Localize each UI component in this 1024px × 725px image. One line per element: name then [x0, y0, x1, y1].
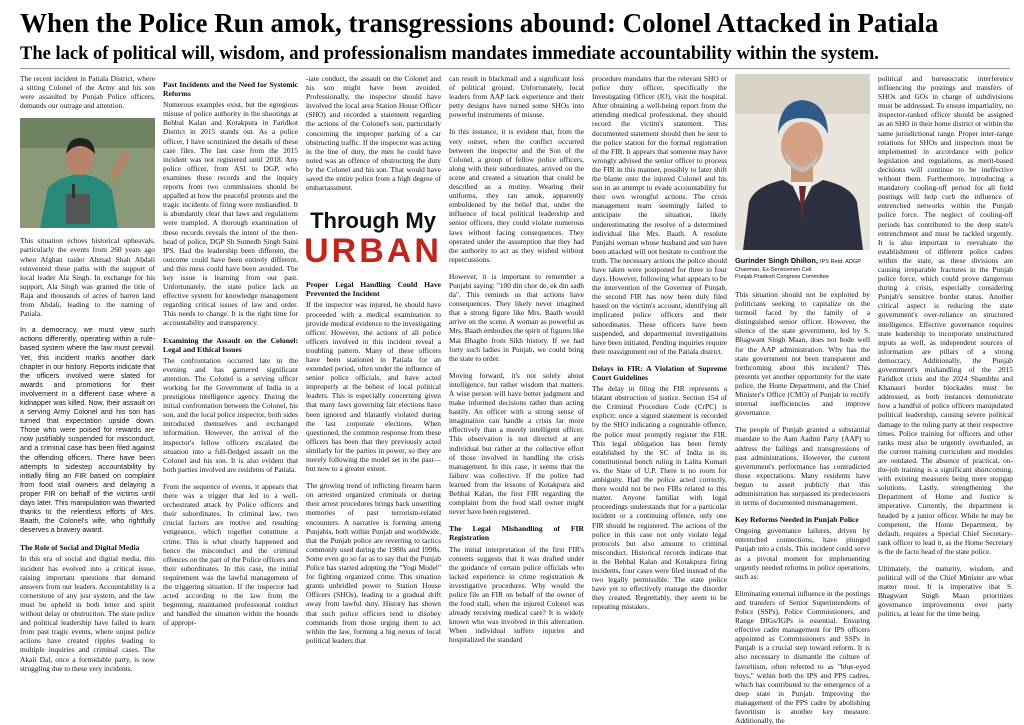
body-paragraph: The recent incident in Patiala District, where a sitting Colonel of the Army and his son were assaulted by Punjab Police officers, demands our outrage and attention. [20, 74, 155, 111]
section-heading: Past Incidents and the Need for Systemic Reforms [163, 80, 298, 99]
article-column-2 [163, 74, 298, 698]
body-paragraph: However, it is important to remember a Punjabi saying: "100 din chor de, ek din sadh da". This reminds us that actions have consequences. They likely never imagined that a strong figure like Mrs. Baath would arrive on the scene. A woman as powerful as Mrs. Baath embodies the spirit of figures like Mai Bhagho from Sikh history. If we had forty such ladies in Punjab, we could bring the state to order. [449, 271, 584, 363]
body-paragraph: In this era of social and digital media, this incident has evolved into a critical issue, raising important questions that demand answers from our leaders. Accountability is a cornerstone of any just system, and the law must be upheld in both letter and spirit without delay or obstruction. The state police and political leadership have failed to learn from past tragic events, where unjust police actions have created ripples leading to multiple inquiries and criminal cases. The Akali Dal, once a formidable party, is now struggling due to these very incidents. [20, 554, 155, 673]
article-column-6 [735, 290, 870, 725]
body-paragraph: political and bureaucratic interference influencing the postings and transfers of SHOs and GOs in charge of subdivisions must be addressed. To ensure impartiality, no inspector-ranked officer should be assigned as an SHO in their home district or within the same jurisdictional range. Proper inter-range rotations for SHOs and inspectors must be implemented in accordance with police legislation and regulations, as merit-based decisions will continue to be ineffective without them. Furthermore, introducing a mandatory cooling-off period for all field postings will help curb the influence of entrenched networks within the Punjab police force. The neglect of cooling-off periods has contributed to the deep state's entrenchment and must be tackled urgently. It is also important to reevaluate the establishment of different police cadres within the state, as these divisions are causing irreparable fractures in the Punjab police force, which could prove dangerous during a crisis, especially considering Punjab's sensitive border status. Another critical aspect is reducing the state government's over-reliance on structured intelligence. Effective governance requires state leadership to incorporate unstructured inputs as well, as independent sources of information are pillars of a strong democracy. Additionally, the Punjab government's mishandling of the 2015 Faridkot crisis and the 2024 Shambhu and Khanauri border blockades must be addressed, as both instances demonstrate how a handful of police officers manipulated political leadership, causing severe political damage to the ruling party at their respective times. Police training for officers and other ranks must also be urgently overhauled, as the current training curriculum and modules are outdated. The absence of practical, on-the-job training is a significant shortcoming, with existing measures being mere stopgap solutions. Lastly, strengthening the Department of Home and Justice is imperative. Currently, the department is headed by a junior officer. While he may be competent, the Home Department, by default, requires a Special Chief Secretary-rank officer to lead it, as the Home Secretary is the de facto head of the state police. [878, 74, 1013, 556]
article-column-5 [592, 74, 727, 698]
body-paragraph: In this instance, it is evident that, from the very outset, when the conflict occurred between the inspector and the Son of the Colonel, a group of fellow police officers, along with their subordinates, arrived on the scene and created a situation that could be described as a mutiny. Wearing their uniforms, they ran amok, apparently emboldened by the belief that, under the influence of local political leadership and senior officers, they could violate numerous laws without facing consequences. They operated under the assumption that they had the authority to act as they wished without repercussions. [449, 127, 584, 264]
author-name: Gurinder Singh Dhillon, IPS Retd. ADGP [735, 256, 862, 265]
body-paragraph: -iate conduct, the assault on the Colonel and his son might have been avoided. Professionally, the inspector should have involved the local area Station House Officer (SHO) and recorded a statement regarding the actions of the Colonel's son, particularly concerning the improper parking of a car obstructing traffic. If the inspector was acting in the line of duty, the men he could have noted was an offence of obstructing the duty by the Colonel and his son. That would have saved the entire police from a high degree of embarrassment. [306, 74, 441, 193]
logo-line-2: URBAN [304, 232, 442, 271]
header-divider [20, 68, 1010, 69]
body-paragraph: The initial interpretation of the first FIR's contents suggests that it was drafted under the guidance of certain police officials who lacked experience in crime registration & investigative procedures. Why would the police file an FIR on behalf of the owner of the food stall, when the injured Colonel was already receiving medical care? It is widely known who was involved in this altercation. When individual suffers injuries and hospitalized the standard [449, 544, 584, 645]
body-paragraph: Ultimately, the maturity, wisdom, and political will of the Chief Minister are what matter most. It is imperative that S. Bhagwant Singh Maan prioritizes governance improvements over party politics, at least for the time being. [878, 563, 1013, 619]
section-heading: Proper Legal Handling Could Have Prevented the Incident [306, 280, 441, 299]
body-paragraph: Numerous examples exist, but the egregious misuse of police authority in the shootings at Behbal Kalan and Kotakpura in Faridkot District in 2015 stands out. As a police officer, I have scrutinized the details of these case files. The last case from the 2015 incident was not registered until 2018. Any police officer, from ASI to DGP, who examines these records and the inquiry reports from two commissions should be appalled at how the peaceful protests and the tragic incidents of firing were mishandled. It is abundantly clear that laws and regulations were trampled. A thorough examination of these records reveals the intent of the then-head of police, DGP Sh Sumedh Singh Saini IPS. Had the leadership been different, the outcome could have been entirely different, and this mess could have been avoided. The key issue is learning from our past. Unfortunately, the state police lack an effective system for knowledge management regarding critical issues of law and order. This needs to change. It is the right time for accountability and transparency. [163, 100, 298, 328]
body-paragraph: The confrontation occurred late in the evening and has garnered significant attention. The Colonel is a serving officer working for the Government of India in a prestigious intelligence agency. During the initial confrontation between the Colonel, his son, and the local police inspector, both sides introduced themselves and exchanged information. However, the arrival of the inspector's fellow officers escalated the situation into a full-fledged assault on the Colonel and his son. It is also evident that both parties involved are residents of Patiala. [163, 355, 298, 474]
author-title: Chairman, Ex-Servicemen Cell [735, 267, 812, 273]
section-heading: Key Reforms Needed in Punjab Police [735, 515, 859, 525]
body-paragraph: The people of Punjab granted a substantial mandate to the Aam Aadmi Party (AAP) to address the failings and transgressions of past administrations. However, the current government's performance has contradicted those expectations. Many residents have begun to assert publicly that this administration has surpassed its predecessors in terms of documented mismanagement. [735, 425, 870, 508]
article-column-1 [20, 74, 155, 698]
article-column-3 [306, 74, 441, 698]
article-column-4 [449, 74, 584, 698]
section-heading: The Role of Social and Digital Media [20, 543, 140, 553]
section-heading: Examining the Assault on the Colonel: Legal and Ethical Issues [163, 335, 298, 354]
body-paragraph: This situation echoes historical upheavals, particularly the events from 260 years ago when Afghan raider Ahmad Shah Abdali reinvented these paths with the support of local leader Ala Singh. In exchange for his support, Ala Singh was granted the title of Raja and thousands of acres of barren land from Abdali, leading to the naming of Patiala. [20, 236, 155, 319]
body-paragraph: From the sequence of events, it appears that there was a trigger that led to a well-orchestrated attack by Police officers and their subordinates. In criminal law, two crucial factors are motive and resulting vengeance, which together constitute a crime. This is what clearly happened and hence the misconduct and the criminal offences on the part of the Police officers and their subordinates. In this case, the initial requirement was the lawful management of the triggering situation. If the inspector had acted according to the law from the beginning, maintained professional conduct and handled the situation within the bounds of appropr- [163, 481, 298, 628]
body-paragraph: procedure mandates that the relevant SHO or police duty officer, specifically the Investigating Officer (IO), visit the hospital. After obtaining a well-being report from the attending medical professional, they should record the victim's statement. This documented statement should then be sent to the police station for the formal registration of the FIR. It appears that someone may have wrongly advised the senior officer to process the FIR in this manner, possibly to later shift the blame onto the injured Colonel and his son in an attempt to evade accountability for their own wrongful actions. The crisis management team seemingly failed to anticipate the situation, likely underestimating the resolve of a determined individual like Mrs. Baath. A resolute Punjabi woman whose husband and son have been attacked will not hesitate to confront the truth. The necessary actions the police should have taken were postponed for three to four days. However, following what appears to be the intervention of the Governor of Punjab, the second FIR has now been duly filed based on the victim's account, identifying all implicated police officers and their subordinates. These officers have been suspended, and departmental investigations have been initiated. Pending inquiries require their reassignment out of the Patiala district. [592, 74, 727, 356]
body-paragraph: This situation should not be exploited by politicians seeking to capitalize on the turmoil faced by the family of a distinguished senior officer. However, the silence of the state government, led by S. Bhagwant Singh Maan, does not bode well for the AAP administration. Why has the state government not been transparent and forthcoming about this incident? This presents yet another opportunity for the state police, the Home Department, and the Chief Minister's Office (CMO) of Punjab to rectify internal inefficiencies and improve governance. [735, 290, 870, 418]
body-paragraph: If the inspector was injured, he should have proceeded with a medical examination to provide medical evidence to the investigating officer. However, the actions of all police officers involved in this incident reveal a troubling pattern. Many of these officers have been stationed in Patiala for an extended period, often under the influence of senior police officials, and have acted improperly at the behest of local political leaders. This is especially concerning given that many laws governing fair elections have been ignored and blatantly violated during the last corporate elections. When questioned, the common response from these officers has been that they previously acted similarly for the parties in power, so they are merely following the model set in the past—but now to a greater extent. [306, 300, 441, 474]
body-paragraph: can result in blackmail and a significant loss of political ground. Unfortunately, local leaders from AAP lack experience and their petty designs have turned some SHOs into powerful instruments of misuse. [449, 74, 584, 120]
author-caption [735, 256, 870, 281]
logo-line-1: Through My [310, 208, 436, 234]
author-photo [735, 74, 870, 250]
author-rank: IPS Retd. ADGP [820, 259, 862, 265]
section-heading: Delays in FIR: A Violation of Supreme Court Guidelines [592, 363, 727, 382]
body-paragraph: Moving forward, it's not solely about intelligence, but rather wisdom that matters. A wise person will have better judgment and make informed decisions rather than acting hastily. An officer with a strong sense of imagination can handle a crisis far more effectively than a merely intelligent officer. This observation is not directed at any individual but rather at the collective effort of those involved in handling the crisis management. In this case, it seems that the failure was collective. If the police had learned from the lessons of Kotakpura and Behbal Kalan, the first FIR regarding the complaint from the food stall owner might never have been registered. [449, 370, 584, 517]
subheadline: The lack of political will, wisdom, and professionalism mandates immediate accountability within the system. [20, 44, 879, 64]
through-my-urban-logo [306, 200, 441, 270]
headline: When the Police Run amok, transgressions abound: Colonel Attacked in Patiala [20, 8, 939, 38]
body-paragraph: The growing trend of inflicting firearm harm on arrested organized criminals or during their arrest procedures brings back unsettling memories of past terrorism-related encounters. A narrative is forming among Punjabis, both within Punjab and worldwide, that the Punjab police are reverting to tactics commonly used during the 1980s and 1990s. Some even go so far as to say that the Punjab Police has started adopting the "Yogi Model" for fighting organized crime. This situation grants unbridled power to Station House Officers (SHOs), leading to a gradual drift away from lawful duty. History has shown that such police officers tend to disobey commands from those urging them to act within the law, forming a big nexus of local political leaders that [306, 481, 441, 645]
speaker-photo [20, 118, 155, 228]
author-affiliation: Punjab Pradesh Congress Committee [735, 274, 829, 281]
article-column-7 [878, 74, 1013, 698]
section-heading: The Legal Mishandling of FIR Registration [449, 524, 584, 543]
body-paragraph: Ongoing governance failures, driven by entrenched connections, have plunged Punjab into a crisis. This incident could serve as a pivotal moment for implementing urgently needed reforms in police operations, such as: [735, 526, 870, 581]
body-paragraph: In a democracy, we must view such actions differently, operating within a rule-based system where the law must prevail. Yet, this incident marks another dark chapter in our history. Reports indicate that the officers involved were slated for awards and promotions for their involvement in a different case where a kidnapper was killed. Now, their assault on a serving Army Colonel and his son has turned that expectation upside down. Those who were poised for rewards are now justifiably suspended for misconduct, and a criminal case has been filed against the offending officers. There have been attempts to sidestep accountability by initially filing an FIR based on complaint from food stall owners and delaying a proper FIR on behalf of the victims until days later. This manipulation was thwarted thanks to the relentless efforts of Mrs. Baath, the Colonel's wife, who rightfully deserves a bravery award. [20, 326, 155, 535]
body-paragraph: The delay in filing the FIR represents a blatant obstruction of justice. Section 154 of the Criminal Procedure Code (CrPC) is explicit: once a signed statement is recorded by the SHO indicating a cognizable offence, the police must promptly register the FIR. This legal obligation has been firmly established by the SC of India in its constitutional bench ruling in Lalita Kumari vs. the State of U.P. There is no room for ambiguity. Had the police acted correctly, there would not be two FIRs related to this matter. Anyone familiar with legal proceedings understands that for a particular incident or a continuing offence, only one FIR should be registered. The actions of the police in this case not only violate legal protocols but also amount to criminal misconduct. Historical records indicate that in the Behbal Kalan and Kotakpura firing incidents, four cases were filed instead of the two legally permissible. The state police have yet to effectively manage the disorder they created. Regrettably, they seem to be repeating mistakes. [592, 384, 727, 612]
body-paragraph: Eliminating external influence in the postings and transfers of Senior Superintendents of Police (SSPs), Police Commissioners, and Range DIGs/IGPs is essential. Ensuring effective cadre management for IPS officers appointed as Commissioners and SSPs in Punjab is a crucial step toward reform. It is also necessary to dismantle the culture of favoritism, often referred to as "blue-eyed boys," within both the IPS and PPS cadres, which has contributed to the emergence of a deep state in Punjab. Improving the management of the PPS cadre by abolishing favoritism is another key measure. Additionally, the [735, 588, 870, 725]
